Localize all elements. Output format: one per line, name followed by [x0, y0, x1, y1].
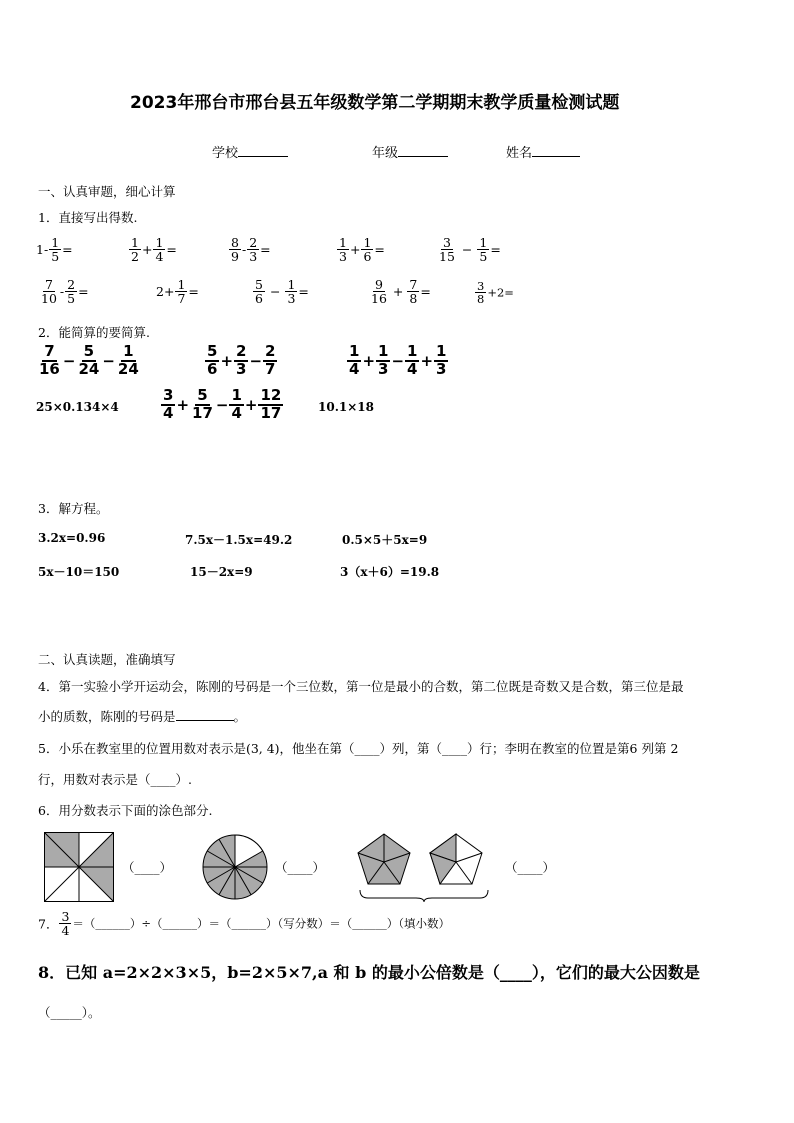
- q6-blank-3[interactable]: （____）: [505, 860, 556, 875]
- q5-line-1: 5．小乐在教室里的位置用数对表示是(3, 4)，他坐在第（____）列，第（____）行；李明在教室的位置是第6 列第 2: [38, 741, 679, 756]
- q2-expr-3: $\frac{1}{4}$ + $\frac{1}{3}$ − $\frac{1}{4}$ + $\frac{1}{3}$: [349, 342, 447, 378]
- q1-item-1: 1- $\frac{1}{5}$ =: [36, 235, 73, 265]
- q3-eq-5: 15－2x=9: [190, 565, 253, 579]
- q2-expr-6: 10.1×18: [318, 400, 374, 414]
- name-blank[interactable]: [532, 144, 580, 157]
- name-label: 姓名: [506, 146, 533, 161]
- q6-label: 6．用分数表示下面的涂色部分.: [38, 803, 213, 818]
- q3-eq-3: 0.5×5＋5x=9: [342, 533, 428, 547]
- q1-item-5: $\frac{3}{15}$ − $\frac{1}{5}$ =: [439, 235, 501, 265]
- q1-item-2: $\frac{1}{2}$ + $\frac{1}{4}$ =: [131, 235, 177, 265]
- q3-eq-2: 7.5x－1.5x=49.2: [185, 533, 293, 547]
- grade-field: [372, 142, 448, 161]
- q6-blank-1[interactable]: （____）: [122, 860, 173, 875]
- q2-expr-1: $\frac{7}{16}$ − $\frac{5}{24}$ − $\frac{1}{24}$: [39, 342, 139, 378]
- school-field: [212, 142, 288, 161]
- school-label: 学校: [212, 146, 239, 161]
- q2-expr-5: $\frac{3}{4}$ + $\frac{5}{17}$ − $\frac{1}{4}$ + $\frac{12}{17}$: [163, 386, 282, 422]
- section-1-heading: 一、认真审题，细心计算: [38, 184, 176, 199]
- square-fraction-figure: [44, 832, 114, 902]
- page-title: 2023年邢台市邢台县五年级数学第二学期期末教学质量检测试题: [130, 93, 620, 113]
- q1-item-3: $\frac{8}{9}$ - $\frac{2}{3}$ =: [231, 235, 271, 265]
- q1-item-6: $\frac{7}{10}$ - $\frac{2}{5}$ =: [41, 277, 89, 307]
- circle-fraction-figure: [202, 834, 268, 900]
- q3-eq-1: 3.2x=0.96: [38, 531, 106, 545]
- q4-answer-blank[interactable]: [176, 708, 234, 721]
- q3-eq-4: 5x－10＝150: [38, 565, 120, 579]
- q8-line-2: （_____）。: [38, 1005, 101, 1020]
- q4-line-2: 小的质数，陈刚的号码是 。: [38, 709, 247, 724]
- q3-eq-6: 3（x＋6）=19.8: [340, 565, 440, 579]
- q1-item-4: $\frac{1}{3}$ + $\frac{1}{6}$ =: [339, 235, 385, 265]
- name-field: [506, 142, 580, 161]
- q2-label: 2．能简算的要简算.: [38, 325, 150, 340]
- q3-label: 3．解方程。: [38, 501, 109, 516]
- school-blank[interactable]: [238, 144, 288, 157]
- q6-blank-2[interactable]: （____）: [275, 860, 326, 875]
- section-2-heading: 二、认真读题，准确填写: [38, 652, 176, 667]
- grade-label: 年级: [372, 146, 399, 161]
- q1-item-9: $\frac{9}{16}$ + $\frac{7}{8}$ =: [371, 277, 431, 307]
- q2-expr-4: 25×0.134×4: [36, 400, 119, 414]
- q1-item-10: $\frac{3}{8}$ +2=: [477, 279, 514, 307]
- q1-item-7: 2+ $\frac{1}{7}$ =: [156, 277, 199, 307]
- q2-expr-2: $\frac{5}{6}$ + $\frac{2}{3}$ − $\frac{2}{7}$: [207, 342, 276, 378]
- q8-line-1: 8．已知 a=2×2×3×5，b=2×5×7,a 和 b 的最小公倍数是（____），它们的最大公因数是: [38, 963, 700, 982]
- q5-line-2: 行，用数对表示是（____）.: [38, 772, 192, 787]
- q4-line-1: 4．第一实验小学开运动会，陈刚的号码是一个三位数，第一位是最小的合数，第二位既是奇数又是合数，第三位是最: [38, 679, 684, 694]
- q1-label: 1．直接写出得数.: [38, 210, 138, 225]
- pentagons-fraction-figure: [356, 832, 492, 904]
- q1-item-8: $\frac{5}{6}$ − $\frac{1}{3}$ =: [255, 277, 309, 307]
- grade-blank[interactable]: [398, 144, 448, 157]
- q7-line: 7． $\frac{3}{4}$ ＝（______）÷（______）＝（______）（写分数）＝（______）（填小数）: [38, 909, 451, 939]
